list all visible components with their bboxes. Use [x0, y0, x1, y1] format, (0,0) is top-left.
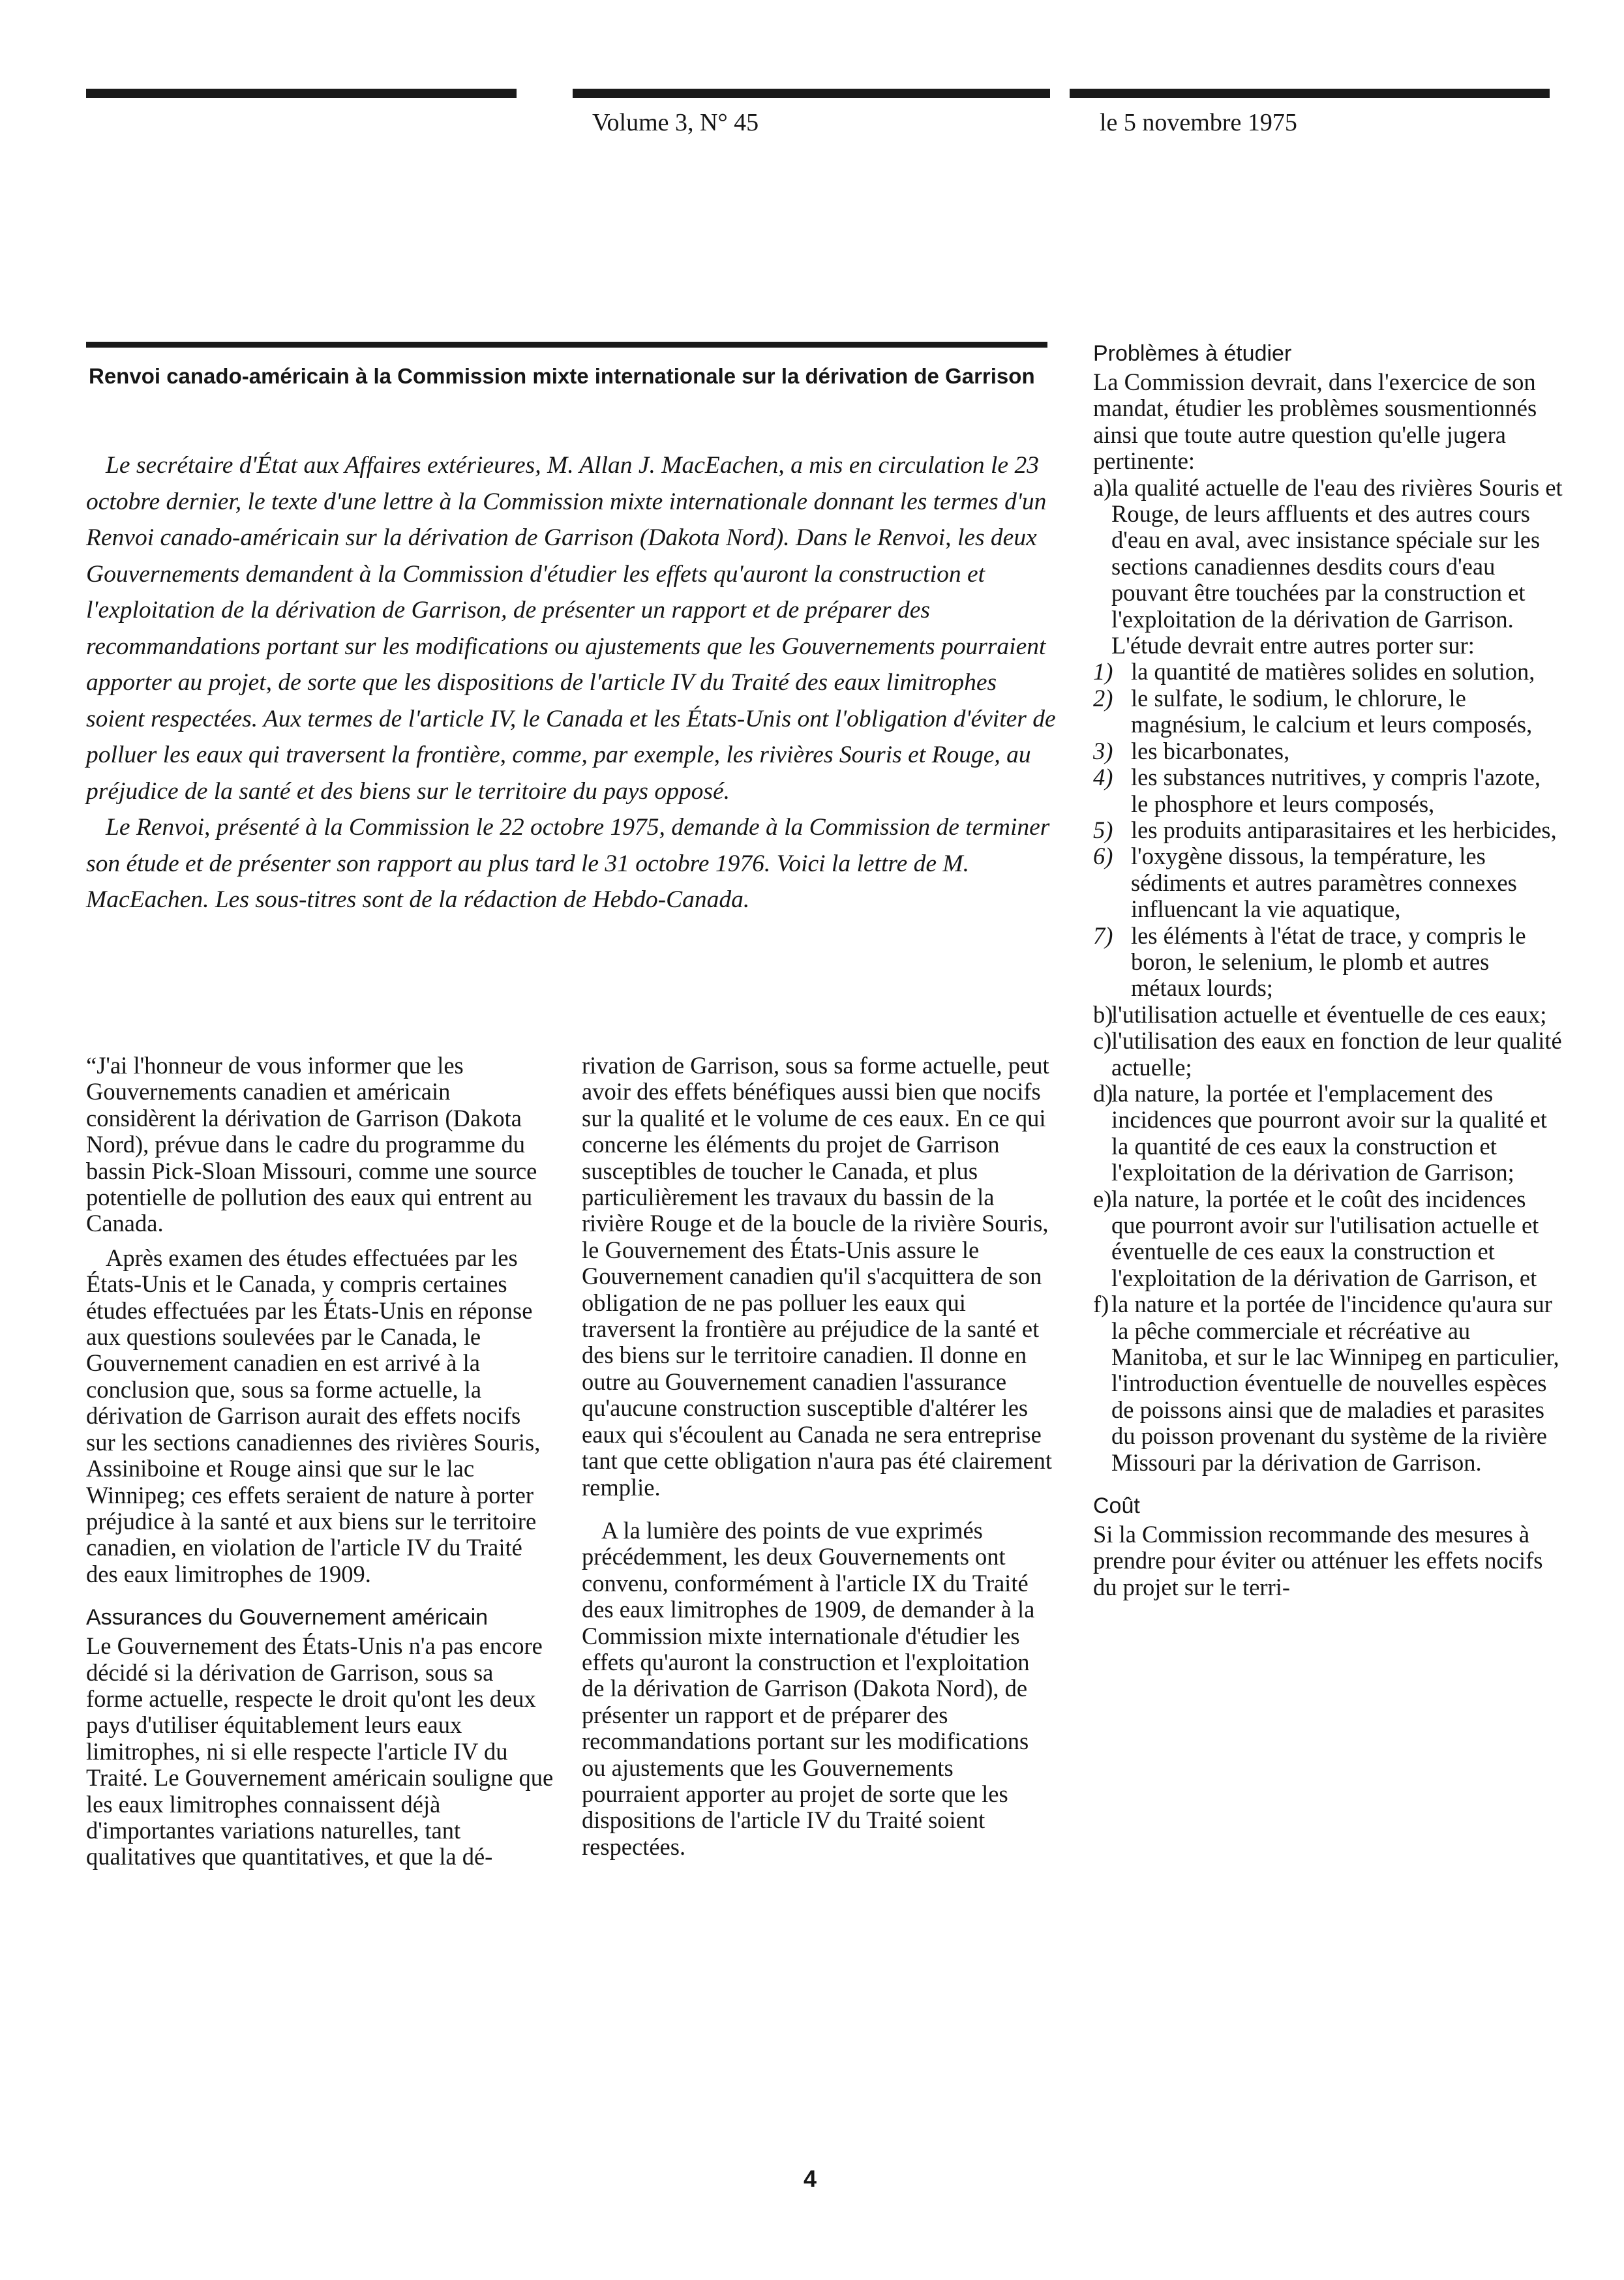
list-label: c)	[1093, 1027, 1112, 1055]
list-label: 4)	[1093, 764, 1113, 791]
list-item	[1093, 1002, 1563, 1028]
body-paragraph: A la lumière des points de vue exprimés précédemment, les deux Gouvernements ont convenu, conformément à l'article IX du Traité des eaux limitrophes de 1909, de demander à la Commission mixte internationale d'étudier les effets qu'auront la construction et l'exploitation de la dérivation de Garrison (Dakota Nord), de présenter un rapport et de préparer des recommandations portant sur les modifications ou ajustements que les Gouvernements pourraient apporter au projet de sorte que les dispositions de l'article IV du Traité soient respectées.	[582, 1516, 1035, 1860]
list-label: 6)	[1093, 843, 1113, 870]
article-lead	[86, 447, 1057, 918]
list-item	[1093, 475, 1563, 659]
list-item	[1093, 1081, 1563, 1186]
body-paragraph: Le Gouvernement des États-Unis n'a pas encore décidé si la dérivation de Garrison, sous sa forme actuelle, respecte le droit qu'ont les deux pays d'utiliser équitablement leurs eaux limitrophes, ni si elle respecte l'article IV du Traité. Le Gouvernement américain souligne que les eaux limitrophes connaissent déjà d'importantes variations naturelles, tant qualitatives que quantitatives, et que la dé-	[86, 1632, 554, 1870]
list-text: les produits antiparasitaires et les herbicides,	[1131, 816, 1557, 843]
numbered-item	[1093, 738, 1563, 764]
list-item	[1093, 1291, 1563, 1476]
list-text: l'utilisation des eaux en fonction de leur qualité actuelle;	[1111, 1027, 1562, 1081]
page-number: 4	[804, 2165, 817, 2192]
list-text: l'oxygène dissous, la température, les sédiments et autres paramètres connexes influencant la vie aquatique,	[1131, 843, 1517, 923]
list-label: b)	[1093, 1000, 1113, 1028]
subheading: Problèmes à étudier	[1093, 341, 1292, 366]
list-label: 5)	[1093, 816, 1113, 843]
list-label: 3)	[1093, 737, 1113, 764]
body-paragraph: La Commission devrait, dans l'exercice de son mandat, étudier les problèmes sousmentionnés ainsi que toute autre question qu'elle jugera pertinente:	[1093, 368, 1537, 475]
column-1	[86, 1053, 554, 1870]
column-3	[1093, 340, 1563, 1600]
list-item	[1093, 1028, 1563, 1081]
body-paragraph: rivation de Garrison, sous sa forme actuelle, peut avoir des effets bénéfiques aussi bien que nocifs sur la qualité et le volume de ces eaux. En ce qui concerne les éléments du projet de Garrison susceptibles de toucher le Canada, et plus particulièrement les travaux du bassin de la rivière Rouge et de la boucle de la rivière Souris, le Gouvernement des États-Unis assure le Gouvernement canadien qu'il s'acquittera de son obligation de ne pas polluer les eaux qui traversent la frontière au préjudice de la santé et des biens sur le territoire canadien. Il donne en outre au Gouvernement canadien l'assurance qu'aucune construction susceptible d'altérer les eaux qui s'écoulent au Canada ne sera entreprise tant que cette obligation n'aura pas été clairement remplie.	[582, 1052, 1053, 1501]
list-text: la quantité de matières solides en solution,	[1131, 658, 1535, 685]
list-text: les éléments à l'état de trace, y compris le boron, le selenium, le plomb et autres métaux lourds;	[1131, 922, 1526, 1002]
list-label: 7)	[1093, 922, 1113, 949]
numbered-item	[1093, 764, 1563, 817]
list-label: a)	[1093, 473, 1112, 501]
column-2	[582, 1053, 1055, 1860]
numbered-item	[1093, 843, 1563, 922]
list-text: la nature, la portée et l'emplacement des incidences que pourront avoir sur la qualité et la quantité de ces eaux la construction et l'exploitation de la dérivation de Garrison;	[1111, 1079, 1547, 1186]
list-text: les substances nutritives, y compris l'azote, le phosphore et leurs composés,	[1131, 764, 1541, 817]
list-text: l'utilisation actuelle et éventuelle de ces eaux;	[1111, 1000, 1547, 1028]
header-rule-right	[1070, 89, 1550, 98]
list-label: 2)	[1093, 684, 1113, 712]
issue-date: le 5 novembre 1975	[1100, 109, 1297, 136]
article-title: Renvoi canado-américain à la Commission mixte internationale sur la dérivation de Garrison	[89, 364, 1035, 388]
subheading: Assurances du Gouvernement américain	[86, 1605, 489, 1630]
list-text: la nature, la portée et le coût des incidences que pourront avoir sur l'utilisation actuelle et éventuelle de ces eaux la construction et l'exploitation de la dérivation de Garrison, et	[1111, 1185, 1539, 1291]
list-label: f)	[1093, 1291, 1109, 1318]
list-text: la nature et la portée de l'incidence qu'aura sur la pêche commerciale et récréative au Manitoba, et sur le lac Winnipeg en particulier, l'introduction éventuelle de nouvelles espèces de poissons ainsi que de maladies et parasites du poisson provenant du système de la rivière Missouri par la dérivation de Garrison.	[1111, 1291, 1559, 1476]
list-text: les bicarbonates,	[1131, 737, 1290, 764]
list-text: le sulfate, le sodium, le chlorure, le magnésium, le calcium et leurs composés,	[1131, 684, 1533, 738]
list-text: la qualité actuelle de l'eau des rivières Souris et Rouge, de leurs affluents et des autres cours d'eau en aval, avec insistance spéciale sur les sections canadiennes desdits cours d'eau pouvant être touchées par la construction et l'exploitation de la dérivation de Garrison. L'étude devrait entre autres porter sur:	[1111, 473, 1563, 659]
list-label: d)	[1093, 1079, 1113, 1107]
numbered-item	[1093, 817, 1563, 843]
list-label: e)	[1093, 1185, 1112, 1212]
header-rule-center	[573, 89, 1050, 98]
issue-volume: Volume 3, N° 45	[592, 109, 759, 136]
subheading: Coût	[1093, 1493, 1140, 1519]
list-label: 1)	[1093, 658, 1113, 685]
numbered-item	[1093, 685, 1563, 738]
list-item	[1093, 1186, 1563, 1292]
numbered-item	[1093, 923, 1563, 1002]
numbered-item	[1093, 659, 1563, 685]
lead-paragraph: Le secrétaire d'État aux Affaires extérieures, M. Allan J. MacEachen, a mis en circulation le 23 octobre dernier, le texte d'une lettre à la Commission mixte internationale donnant les termes d'un Renvoi canado-américain sur la dérivation de Garrison (Dakota Nord). Dans le Renvoi, les deux Gouvernements demandent à la Commission d'étudier les effets qu'auront la construction et l'exploitation de la dérivation de Garrison, de présenter un rapport et de préparer des recommandations portant sur les modifications ou ajustements que les Gouvernements pourraient apporter au projet, de sorte que les dispositions de l'article IV du Traité des eaux limitrophes soient respectées. Aux termes de l'article IV, le Canada et les États-Unis ont l'obligation d'éviter de polluer les eaux qui traversent la frontière, comme, par exemple, les rivières Souris et Rouge, au préjudice de la santé et des biens sur le territoire du pays opposé.	[86, 452, 1056, 805]
body-paragraph: “J'ai l'honneur de vous informer que les Gouvernements canadien et américain considèrent la dérivation de Garrison (Dakota Nord), prévue dans le cadre du programme du bassin Pick-Sloan Missouri, comme une source potentielle de pollution des eaux qui entrent au Canada.	[86, 1052, 537, 1237]
header-rule-left	[86, 89, 517, 98]
body-paragraph: Après examen des études effectuées par les États-Unis et le Canada, y compris certaines études effectuées par les États-Unis en réponse aux questions soulevées par le Canada, le Gouvernement canadien en est arrivé à la conclusion que, sous sa forme actuelle, la dérivation de Garrison aurait des effets nocifs sur les sections canadiennes des rivières Souris, Assiniboine et Rouge ainsi que sur le lac Winnipeg; ces effets seraient de nature à porter préjudice à la santé et aux biens sur le territoire canadien, en violation de l'article IV du Traité des eaux limitrophes de 1909.	[86, 1244, 541, 1587]
body-paragraph: Si la Commission recommande des mesures à prendre pour éviter ou atténuer les effets nocifs du projet sur le terri-	[1093, 1521, 1543, 1600]
lead-paragraph: Le Renvoi, présenté à la Commission le 22 octobre 1975, demande à la Commission de terminer son étude et de présenter son rapport au plus tard le 31 octobre 1976. Voici la lettre de M. MacEachen. Les sous-titres sont de la rédaction de Hebdo-Canada.	[86, 814, 1050, 913]
article-rule	[86, 342, 1047, 348]
